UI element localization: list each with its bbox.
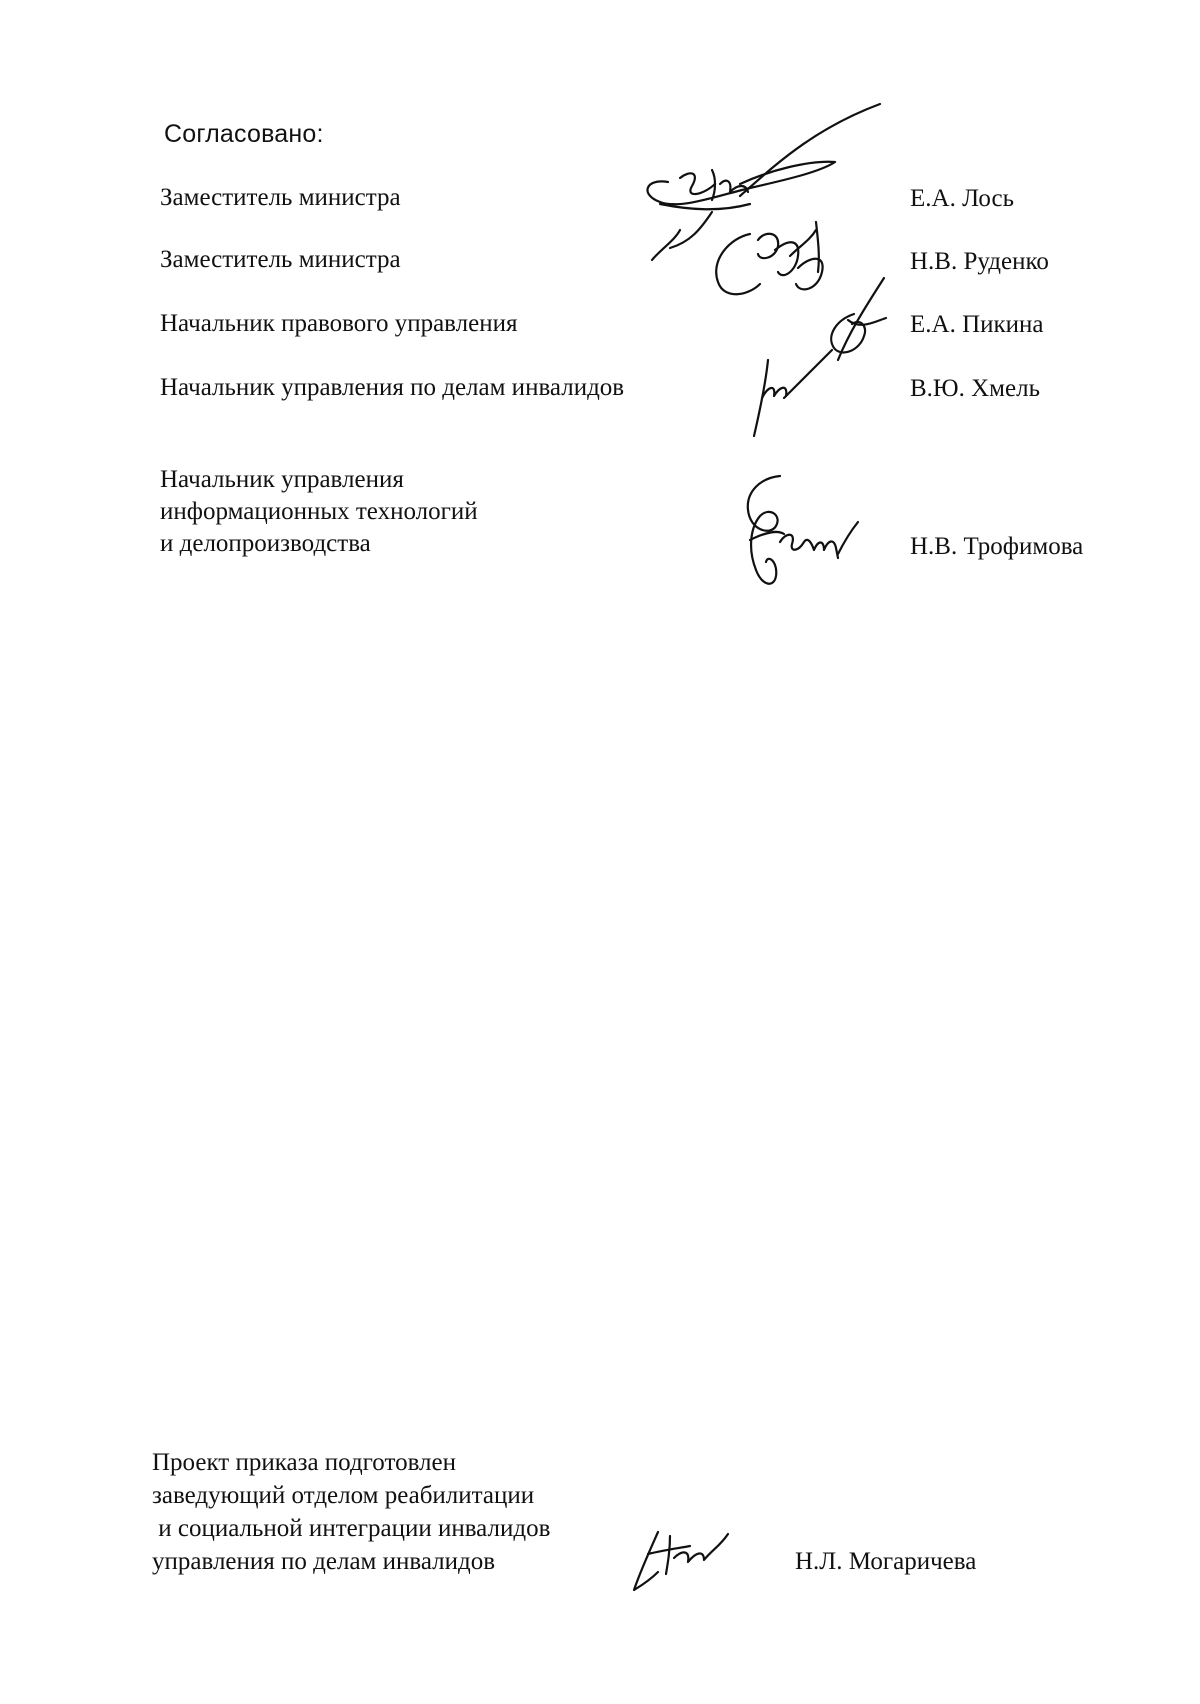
prepared-line-1: Проект приказа подготовлен <box>152 1449 456 1476</box>
signature-trofimova-icon <box>720 470 880 600</box>
prepared-line-3: и социальной интеграции инвалидов <box>152 1515 551 1542</box>
signatory-position-4: Начальник управления по делам инвалидов <box>160 374 625 401</box>
signature-mogaricheva-icon <box>630 1520 740 1595</box>
signatory-name-3: Е.А. Пикина <box>910 311 1044 338</box>
prepared-line-4: управления по делам инвалидов <box>152 1548 496 1575</box>
signatory-position-2: Заместитель министра <box>160 246 401 273</box>
signatory-position-1: Заместитель министра <box>160 184 401 211</box>
signatory-position-5-line-1: Начальник управления <box>160 466 404 493</box>
signatory-name-5: Н.В. Трофимова <box>910 533 1084 560</box>
signatory-name-4: В.Ю. Хмель <box>910 375 1040 402</box>
signature-khmel-icon <box>750 340 840 440</box>
signatory-position-3: Начальник правового управления <box>160 310 518 337</box>
approval-heading: Согласовано: <box>164 120 324 148</box>
signatory-name-1: Е.А. Лось <box>910 185 1015 212</box>
prepared-by-name: Н.Л. Могаричева <box>795 1548 977 1575</box>
signatory-name-2: Н.В. Руденко <box>910 248 1049 275</box>
prepared-line-2: заведующий отделом реабилитации <box>152 1482 535 1509</box>
signatory-position-5-line-3: и делопроизводства <box>160 530 371 557</box>
signatory-position-5-line-2: информационных технологий <box>160 498 478 525</box>
